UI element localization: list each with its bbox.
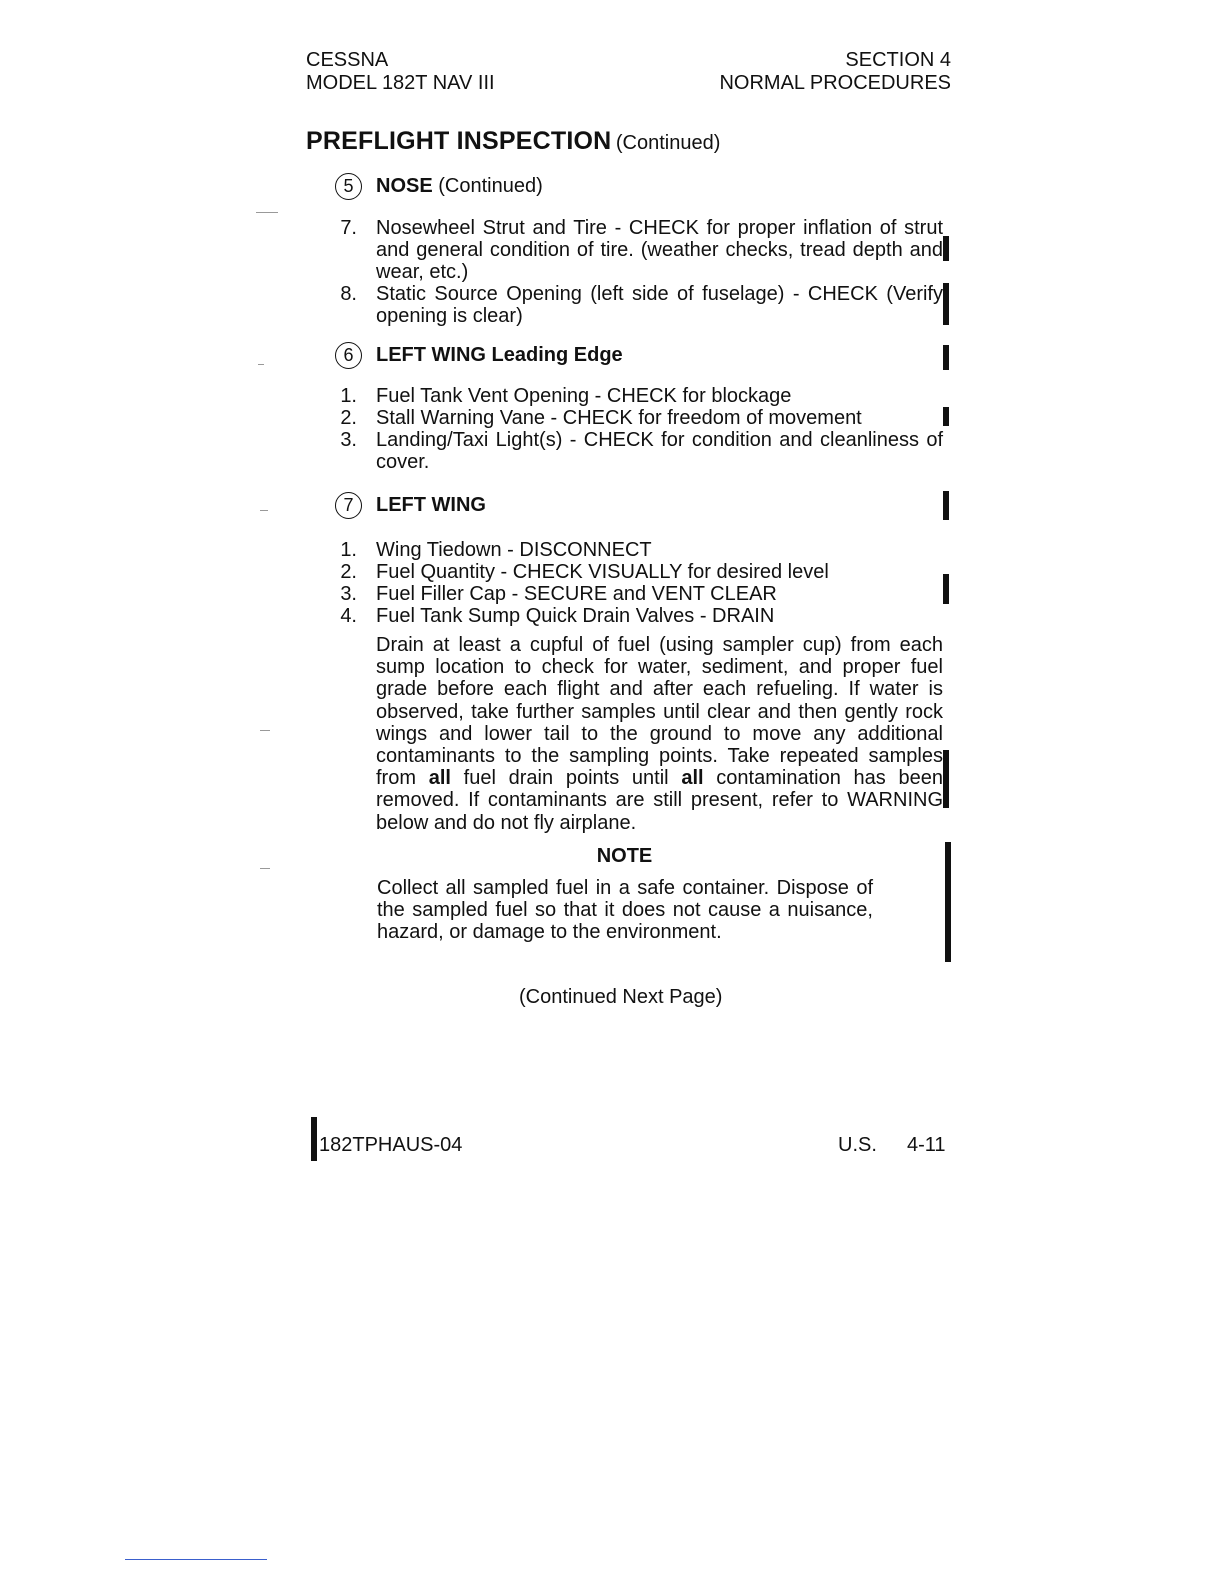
list-item-text: Fuel Filler Cap - SECURE and VENT CLEAR (376, 583, 777, 605)
header-section: SECTION 4 (845, 49, 951, 71)
header-manufacturer: CESSNA (306, 49, 389, 71)
drain-text-bold1: all (428, 767, 451, 790)
list-item-number: 8. (340, 283, 357, 305)
change-bar (943, 491, 949, 520)
list-item-number: 3. (340, 429, 357, 451)
scan-mark (256, 212, 278, 213)
scan-mark (258, 364, 264, 365)
list-item-text: Wing Tiedown - DISCONNECT (376, 539, 652, 561)
change-bar (943, 283, 949, 325)
change-bar (945, 842, 951, 962)
footer-region: U.S. (838, 1134, 877, 1156)
change-bar (943, 750, 949, 808)
list-item-text: Landing/Taxi Light(s) - CHECK for condition and cleanliness of cover. (376, 429, 943, 473)
drain-text-bold2: all (681, 767, 704, 790)
change-bar (943, 407, 949, 426)
section-heading-bold: LEFT WING Leading Edge (376, 344, 623, 366)
list-item-number: 1. (340, 385, 357, 407)
list-item-text: Static Source Opening (left side of fuselage) - CHECK (Verify opening is clear) (376, 283, 943, 327)
scan-mark (260, 730, 270, 731)
list-item-text: Stall Warning Vane - CHECK for freedom of movement (376, 407, 862, 429)
drain-text-part2: fuel drain points until (450, 767, 682, 790)
change-bar (943, 345, 949, 370)
page-title-main: PREFLIGHT INSPECTION (306, 127, 612, 155)
page-title-suffix: (Continued) (615, 132, 721, 154)
footer-page-number: 4-11 (907, 1134, 946, 1156)
section-heading-bold: NOSE (376, 175, 433, 197)
note-body: Collect all sampled fuel in a safe container. Dispose of the sampled fuel so that it does not cause a nuisance, hazard, or damage to the environment. (377, 877, 873, 943)
header-left (306, 49, 495, 95)
link-underline (125, 1559, 267, 1560)
list-item-number: 7. (340, 217, 357, 239)
section-number-circle: 5 (335, 173, 362, 200)
list-item-number: 2. (340, 561, 357, 583)
list-item-number: 3. (340, 583, 357, 605)
section-heading (376, 175, 543, 198)
continued-next-page: (Continued Next Page) (519, 986, 723, 1008)
section-heading (376, 494, 486, 517)
scan-mark (260, 868, 270, 869)
section-number-circle: 6 (335, 342, 362, 369)
change-bar (943, 236, 949, 261)
section-heading-rest: (Continued) (438, 175, 543, 197)
change-bar (943, 574, 949, 604)
header-model: MODEL 182T NAV III (306, 72, 495, 94)
drain-text-part1: Drain at least a cupful of fuel (using sampler cup) from each sump location to check for water, sediment, and proper fuel grade before each flight and after each refueling. If water is observed, take further samples until clear and then gently rock wings and lower tail to the ground to move any additional contaminants to the sampling points. Take repeated samples from (376, 634, 943, 790)
drain-text-part3: contamination has been removed. If contaminants are still present, refer to WARNING below and do not fly airplane. (376, 767, 943, 834)
scan-mark (260, 510, 268, 511)
section-heading-bold: LEFT WING (376, 494, 486, 516)
list-item-text: Fuel Tank Sump Quick Drain Valves - DRAIN (376, 605, 775, 627)
change-bar (311, 1117, 317, 1161)
drain-paragraph (376, 634, 943, 834)
list-item-number: 4. (340, 605, 357, 627)
note-title: NOTE (596, 845, 653, 867)
section-heading (376, 344, 623, 367)
list-item-text: Nosewheel Strut and Tire - CHECK for proper inflation of strut and general condition of tire. (weather checks, tread depth and wear, etc.) (376, 217, 943, 283)
page-title (306, 127, 720, 156)
header-right (719, 49, 951, 95)
list-item-text: Fuel Tank Vent Opening - CHECK for blockage (376, 385, 792, 407)
list-item-number: 1. (340, 539, 357, 561)
footer-doc-id: 182TPHAUS-04 (319, 1134, 463, 1156)
section-number-circle: 7 (335, 492, 362, 519)
list-item-text: Fuel Quantity - CHECK VISUALLY for desired level (376, 561, 829, 583)
header-section-title: NORMAL PROCEDURES (719, 72, 951, 94)
list-item-number: 2. (340, 407, 357, 429)
